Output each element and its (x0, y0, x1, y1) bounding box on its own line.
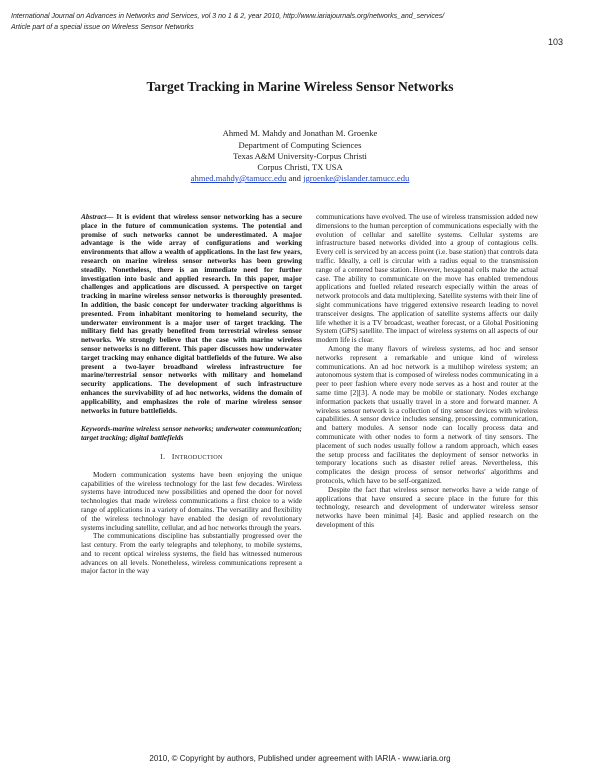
page-number: 103 (547, 37, 563, 47)
footer-copyright: 2010, © Copyright by authors, Published under agreement with IARIA - www.iaria.org (149, 754, 451, 763)
abstract-text: — It is evident that wireless sensor networking has a secure place in the future of communication systems. The potential and promise of such networks cannot be underestimated. A major advantage is the wide array of configurations and working environments that allow a wealth of applications. In the last few years, research on marine wireless sensor networks has been growing steadily. Nonetheless, there is an immediate need for further investigation into basic and applied research. In this paper, major challenges and applications are discussed. A perspective on target tracking in marine wireless sensor networks is thoroughly presented. In addition, the basic concept for underwater tracking algorithms is presented. From inhabitant monitoring to homeland security, the underwater environment is a major user of target tracking. The military field has greatly benefited from terrestrial wireless sensor networks. We strongly believe that the case with marine wireless sensor networks is no different. This paper discusses how underwater target tracking may enhance digital battlefields of the future. We also present a two-layer broadband wireless infrastructure for marine/terrestrial sensor networks with military and homeland security applications. The development of such infrastructure enhances the survivability of ad hoc networks, widens the domain of applicability, and emphasizes the role of marine wireless sensor networks in future battlefields. (81, 212, 302, 415)
right-column (316, 213, 538, 530)
abstract (81, 213, 302, 415)
authors: Ahmed M. Mahdy and Jonathan M. Groenke (222, 128, 378, 138)
paragraph-intro-2: The communications discipline has substantially progressed over the last century. From the early telegraphs and telephony, to mobile systems, and to recent optical wireless systems, the field has witnessed numerous advances on all levels. Nonetheless, wireless communications represent a major factor in the way (81, 531, 302, 576)
university: Texas A&M University-Corpus Christi (233, 151, 367, 161)
email-line (0, 173, 600, 183)
paragraph-right-3: Despite the fact that wireless sensor networks have a wide range of applications that have ensured a secure place in the future for this technology, research and development of underwater wireless sensor networks have been minimal [4]. Basic and applied research on the development of this (316, 484, 538, 529)
email-link-mahdy[interactable]: ahmed.mahdy@tamucc.edu (190, 173, 287, 183)
paper-title: Target Tracking in Marine Wireless Sensor Networks (146, 79, 454, 94)
abstract-lead: Abstract (81, 212, 107, 221)
special-issue-line: Article part of a special issue on Wireless Sensor Networks (11, 24, 194, 31)
keywords: Keywords-marine wireless sensor networks; underwater communication; target tracking; digital battlefields (81, 424, 302, 443)
section-title-rest: NTRODUCTION (174, 453, 223, 461)
journal-header: International Journal on Advances in Networks and Services, vol 3 no 1 & 2, year 2010, http://www.iariajournals.org/networks_and_services/ (11, 13, 445, 20)
paragraph-right-1: communications have evolved. The use of wireless transmission added new dimensions to the human perception of communications especially with the evolution of cellular and satellite systems. Cellular systems are infrastructure based networks divided into a group of contagious cells. Every cell is serviced by an access point (i.e. base station) that controls data traffic. Ideally, a cell is circular with a radius equal to the transmission range of a centered base station. However, hexagonal cells make the actual case. The ability to communicate on the move has enabled tremendous applications and fuelled related research especially within the areas of network protocols and data multiplexing. Satellite systems with their line of sight communications have triggered extensive research leading to novel transceiver designs. The application of satellite systems affects our daily life whether it is a TV broadcast, weather forecast, or a Global Positioning System (GPS) satellite. The impact of wireless systems on all aspects of our modern life is clear. (316, 212, 538, 345)
section-number: I. (160, 451, 166, 461)
section-heading-introduction (81, 453, 302, 463)
department: Department of Computing Sciences (238, 140, 362, 150)
paragraph-right-2: Among the many flavors of wireless systems, ad hoc and sensor networks represent a remarkable and unique kind of wireless communications. An ad hoc network is a multihop wireless system; an autonomous system that is composed of wireless nodes communicating in a peer to peer fashion where every node serves as a host and router at the same time [2][3]. A node may be mobile or stationary. Nodes exchange information packets that usually travel in a store and forward manner. A wireless sensor network is a collection of tiny sensor devices with wireless capabilities. A sensor device includes sensing, processing, communication, and battery modules. A sensor node can locally process data and communicate with other nodes to form a network of tiny sensors. The placement of such nodes usually follow a random approach, which eases the setup process and facilitates the deployment of sensor networks in temporary locations such as disaster relief areas. Nevertheless, this complicates the design process of sensor networks' algorithms and protocols, which have to be self-organized. (316, 343, 538, 485)
left-column (81, 213, 302, 576)
email-link-groenke[interactable]: jgroenke@islander.tamucc.edu (303, 173, 410, 183)
paragraph-intro-1: Modern communication systems have been enjoying the unique capabilities of the wireless technology for the last few decades. Wireless systems have introduced new possibilities and opened the door for novel technologies that made wireless communications a first choice to a wide range of applications in a variety of domains. The versatility and flexibility of the wireless technology have enabled the design of revolutionary systems including satellite, cellular, and ad hoc networks through the years. (81, 469, 302, 532)
section-title-initial: I (171, 451, 175, 461)
location: Corpus Christi, TX USA (257, 162, 343, 172)
email-conjunction: and (286, 173, 304, 183)
